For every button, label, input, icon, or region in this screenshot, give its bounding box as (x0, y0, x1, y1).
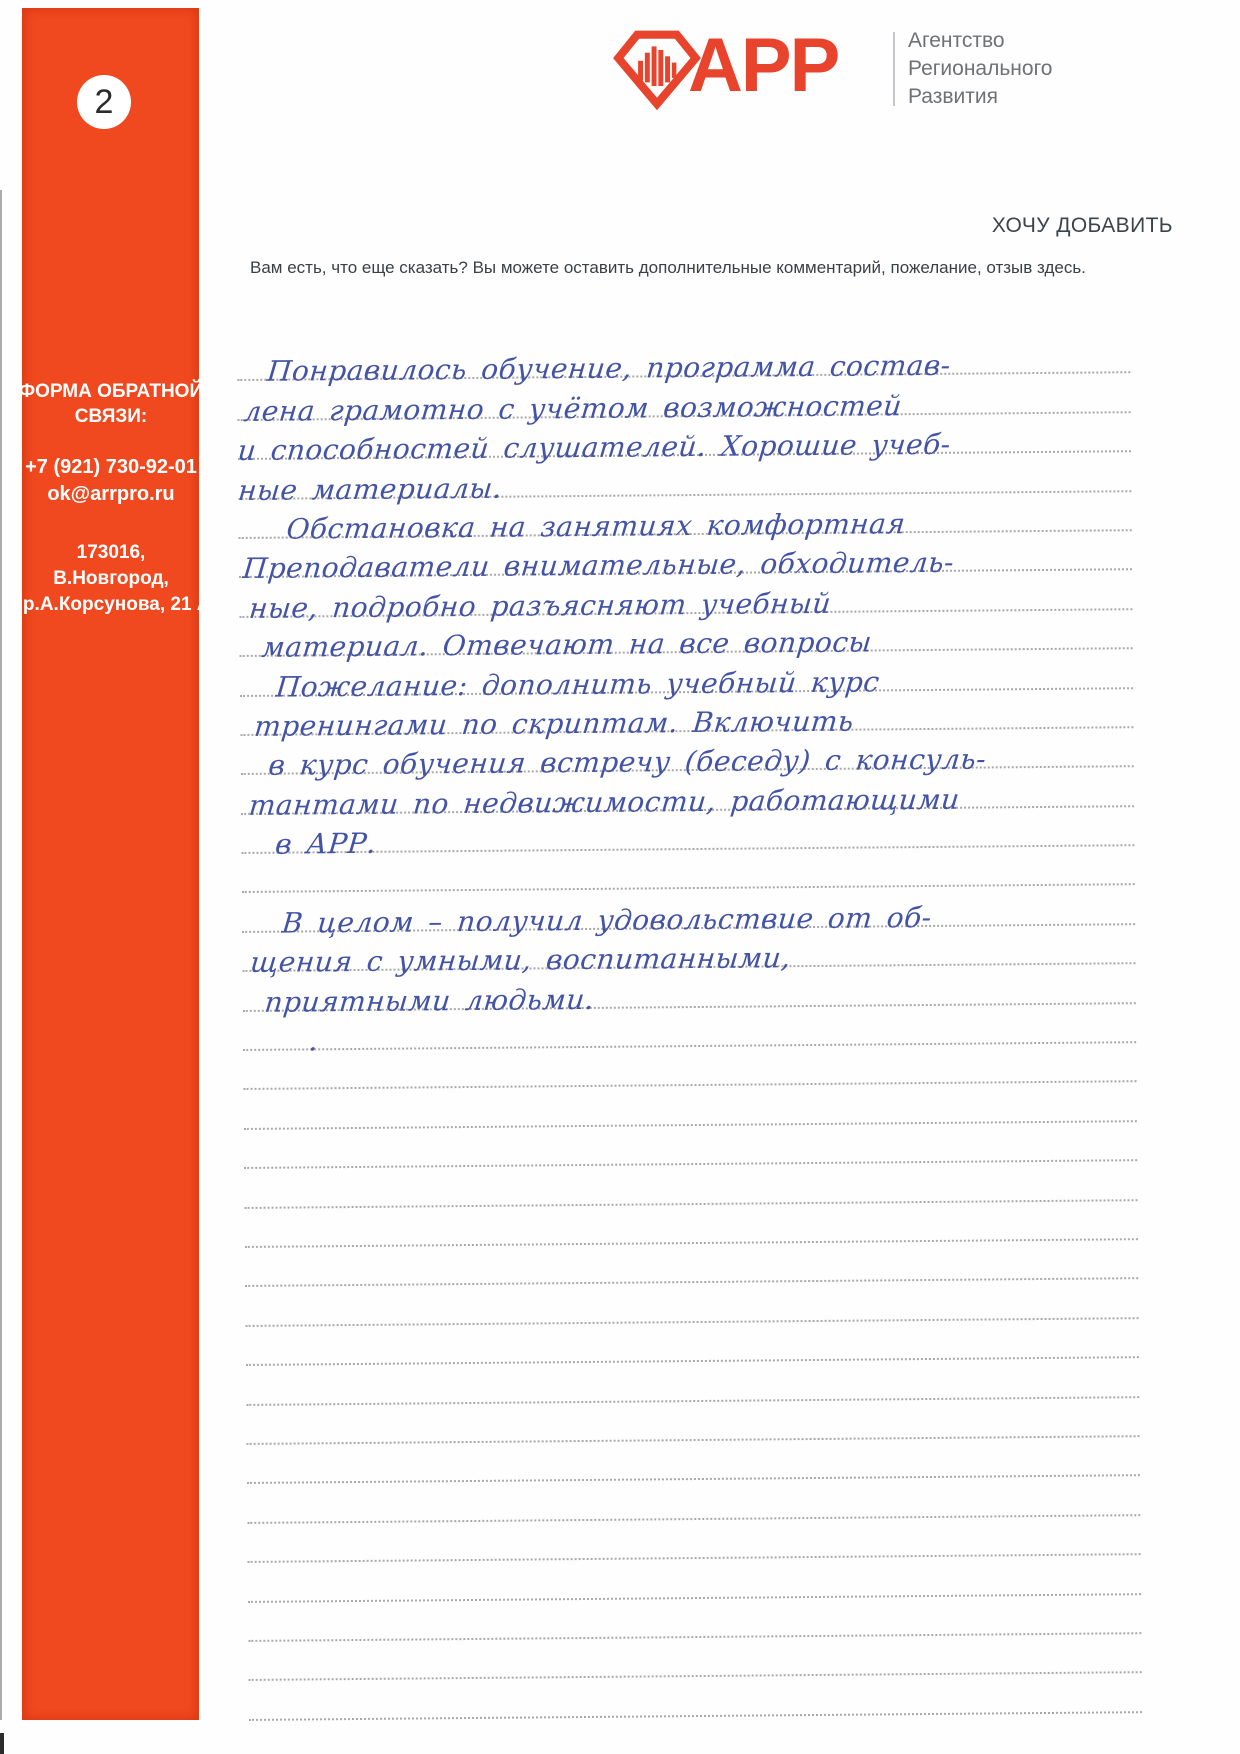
handwritten-text: Понравилось обучение, программа состав- (265, 349, 953, 389)
org-name-line: Регионального (908, 57, 1053, 80)
sidebar-contact (6, 454, 216, 508)
handwritten-text: приятными людьми. (263, 982, 596, 1019)
handwritten-text: в АРР. (273, 826, 378, 861)
address-line: В.Новгород, (53, 568, 169, 589)
sidebar-phone: +7 (921) 730-92-01 (25, 456, 197, 478)
org-name (908, 27, 1052, 111)
sidebar (11, 8, 211, 1720)
handwritten-text: тантами по недвижимости, работающими (247, 782, 962, 822)
handwritten-text: и способностей слушателей. Хорошие учеб- (236, 427, 953, 468)
page-number: 2 (94, 82, 114, 121)
handwritten-text: тренингами по скриптам. Включить (252, 704, 856, 743)
handwritten-text: В целом – получил удовольствие от об- (280, 900, 934, 940)
handwritten-text: ные материалы. (236, 471, 504, 507)
address-line: пр.А.Корсунова, 21 А (11, 594, 211, 615)
section-title: ХОЧУ ДОБАВИТЬ (991, 214, 1173, 237)
comment-writing-area (237, 334, 1142, 1720)
sidebar-title: ФОРМА ОБРАТНОЙ СВЯЗИ: (18, 381, 204, 427)
address-line: 173016, (76, 542, 146, 563)
org-name-line: Агентство (908, 29, 1005, 52)
handwritten-text: . (307, 1024, 321, 1058)
handwritten-text: Обстановка на занятиях комфортная (285, 507, 908, 546)
org-name-line: Развития (908, 85, 998, 108)
handwritten-text: ные, подробно разъясняют учебный (247, 586, 833, 625)
handwritten-text: материал. Отвечают на все вопросы (260, 625, 874, 664)
handwritten-text: лена грамотно с учётом возможностей (242, 388, 904, 428)
ruled-line (249, 1673, 1142, 1720)
logo-divider (893, 32, 895, 106)
handwritten-text: в курс обучения встречу (беседу) с консуль- (267, 742, 988, 783)
section-instructions: Вам есть, что еще сказать? Вы можете оставить дополнительные комментарий, пожелание, отзыв здесь. (250, 258, 1086, 277)
handwritten-text: Пожелание: дополнить учебный курс (274, 664, 882, 704)
scan-edge-artifact (0, 190, 2, 1720)
sidebar-address (6, 540, 216, 618)
scan-corner-artifact (0, 1733, 4, 1754)
sidebar-email: ok@arrpro.ru (47, 483, 175, 505)
handwritten-text: щения с умными, воспитанными, (248, 941, 793, 980)
page-number-badge (77, 75, 131, 129)
handwritten-text: Преподаватели внимательные, обходитель- (241, 546, 956, 586)
logo-text: АРР (688, 23, 839, 108)
